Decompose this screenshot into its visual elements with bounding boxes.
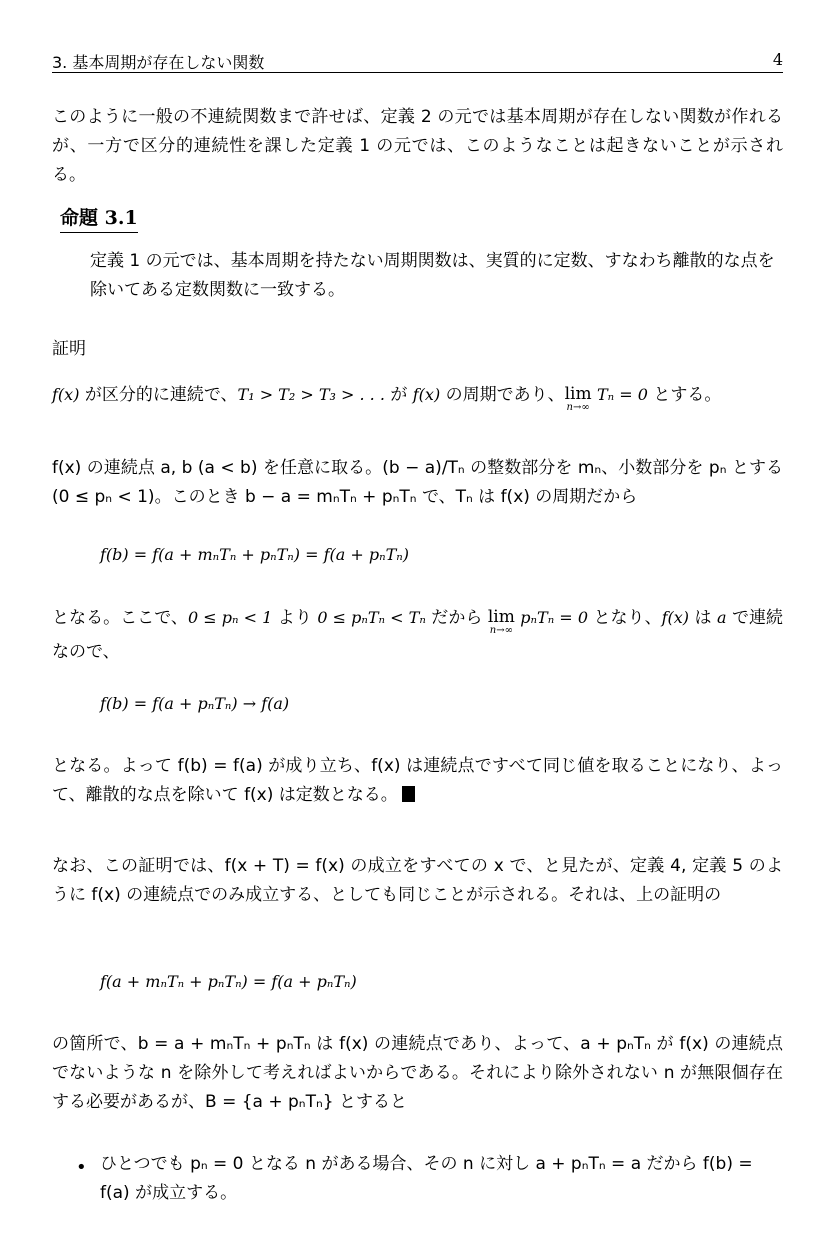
proposition-text: 定義 1 の元では、基本周期を持たない周期関数は、実質的に定数、すなわち離散的な点を除いてある定数関数に一致する。	[90, 251, 775, 300]
text: となる。ここで、	[52, 608, 188, 628]
math: 0 ≤ pₙTₙ < Tₙ	[317, 608, 426, 627]
equation-1: f(b) = f(a + mₙTₙ + pₙTₙ) = f(a + pₙTₙ)	[100, 545, 410, 564]
math-limit	[564, 384, 592, 415]
equation-3: f(a + mₙTₙ + pₙTₙ) = f(a + pₙTₙ)	[100, 972, 357, 991]
proof-paragraph-3	[52, 603, 783, 667]
proposition-number: 3.1	[104, 207, 138, 229]
math-fx: f(x)	[52, 385, 80, 404]
lim-subscript: n→∞	[566, 402, 590, 413]
math-limit	[487, 607, 515, 638]
bullet-item-1: ひとつでも pₙ = 0 となる n がある場合、その n に対し a + pₙTₙ = a だから f(b) = f(a) が成立する。	[100, 1154, 753, 1203]
lim-subscript: n→∞	[489, 625, 513, 636]
text: より	[272, 608, 318, 628]
section-title: 3. 基本周期が存在しない関数	[52, 53, 265, 72]
proposition-heading	[60, 203, 138, 233]
bullet-dot: •	[76, 1157, 87, 1178]
proof-paragraph-1	[52, 380, 783, 415]
text: の周期であり、	[440, 385, 565, 405]
math-periods: T₁ > T₂ > T₃ > . . .	[237, 385, 385, 404]
math-fx: f(x)	[661, 608, 690, 627]
proof-label: 証明	[52, 339, 86, 359]
page-number: 4	[772, 50, 783, 69]
note-paragraph-2: の箇所で、b = a + mₙTₙ + pₙTₙ は f(x) の連続点であり、よって、a + pₙTₙ が f(x) の連続点でないような n を除外して考えればよいからである。それにより除外されない n が無限個存在する必要があるが、B = {a + pₙTₙ} とすると	[52, 1034, 783, 1112]
lim-word: lim	[487, 607, 515, 627]
equation-2: f(b) = f(a + pₙTₙ) → f(a)	[100, 694, 290, 713]
running-header	[52, 50, 783, 73]
proof-paragraph-4	[52, 752, 783, 810]
intro-paragraph: このように一般の不連続関数まで許せば、定義 2 の元では基本周期が存在しない関数が作れるが、一方で区分的連続性を課した定義 1 の元では、このようなことは起きないことが示される。	[52, 107, 783, 185]
math-fx: f(x)	[412, 385, 441, 404]
proof-conclusion: となる。よって f(b) = f(a) が成り立ち、f(x) は連続点ですべて同じ値を取ることになり、よって、離散的な点を除いて f(x) は定数となる。	[52, 756, 783, 805]
proposition-word: 命題	[60, 207, 99, 229]
lim-word: lim	[564, 384, 592, 404]
math-tn-zero: Tₙ = 0	[597, 385, 648, 404]
text: となり、	[588, 608, 662, 628]
math: 0 ≤ pₙ < 1	[187, 608, 273, 627]
math-a: a	[716, 608, 727, 627]
proof-paragraph-2: f(x) の連続点 a, b (a < b) を任意に取る。(b − a)/Tₙ の整数部分を mₙ、小数部分を pₙ とする (0 ≤ pₙ < 1)。このとき b − a = mₙTₙ + pₙTₙ で、Tₙ は f(x) の周期だから	[52, 458, 783, 507]
qed-mark	[402, 786, 415, 802]
text: が区分的に連続で、	[79, 385, 238, 405]
note-paragraph-1: なお、この証明では、f(x + T) = f(x) の成立をすべての x で、と見たが、定義 4, 定義 5 のように f(x) の連続点でのみ成立する、としても同じことが示される。それは、上の証明の	[52, 856, 783, 905]
text: で連続なので、	[52, 608, 784, 662]
text: が	[384, 385, 413, 405]
text: とする。	[647, 385, 722, 405]
text: だから	[425, 608, 488, 628]
text: は	[689, 608, 717, 628]
math: pₙTₙ = 0	[520, 608, 589, 627]
